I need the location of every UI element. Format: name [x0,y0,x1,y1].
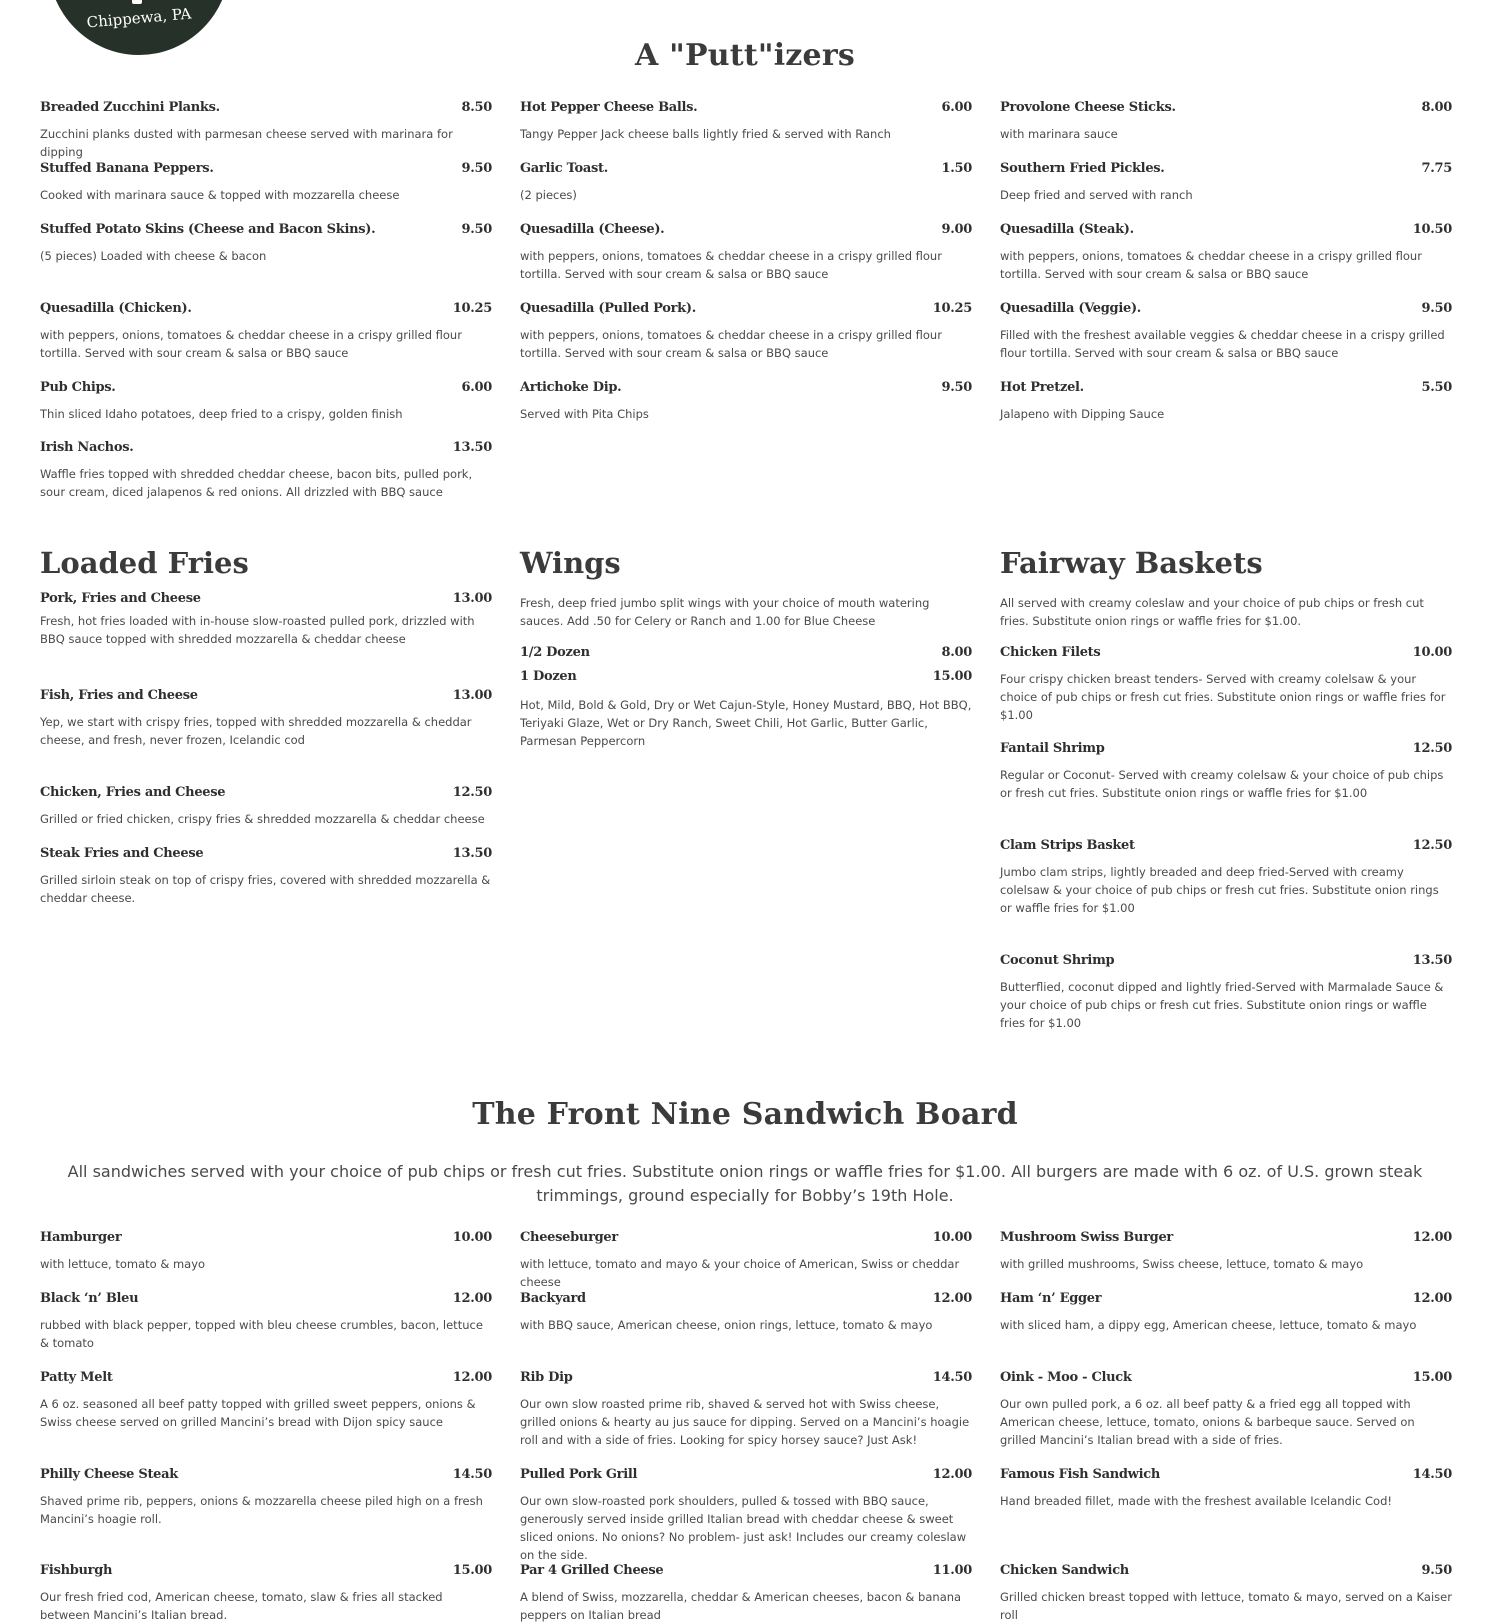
item-price: 12.00 [932,1291,972,1306]
menu-item [520,222,972,283]
item-description: Served with Pita Chips [520,407,649,421]
item-price: 10.50 [1412,222,1452,237]
item-price: 12.50 [452,785,492,800]
menu-item [520,669,972,691]
item-description: with sliced ham, a dippy egg, American cheese, lettuce, tomato & mayo [1000,1318,1417,1332]
item-price: 13.00 [452,591,492,606]
menu-item [40,591,492,648]
menu-item [40,688,492,749]
item-name: Southern Fried Pickles. [1000,161,1165,176]
item-price: 13.50 [452,440,492,455]
menu-item [40,1563,492,1624]
item-name: Chicken, Fries and Cheese [40,785,226,800]
menu-item [40,380,492,423]
item-name: Patty Melt [40,1370,113,1385]
item-price: 14.50 [452,1467,492,1482]
item-description: with marinara sauce [1000,127,1118,141]
item-description: Shaved prime rib, peppers, onions & mozzarella cheese piled high on a fresh Mancini’s hoagie roll. [40,1494,483,1526]
item-name: Hot Pretzel. [1000,380,1084,395]
menu-item [520,1563,972,1624]
item-name: Oink - Moo - Cluck [1000,1370,1132,1385]
item-price: 15.00 [452,1563,492,1578]
item-description: Jumbo clam strips, lightly breaded and deep fried-Served with creamy colelsaw & your choice of pub chips or fresh cut fries. Substitute onion rings or waffle fries for $1.00 [1000,865,1439,915]
item-price: 13.50 [1412,953,1452,968]
item-name: Par 4 Grilled Cheese [520,1563,664,1578]
item-name: Black ‘n’ Bleu [40,1291,139,1306]
item-name: Chicken Filets [1000,645,1101,660]
item-name: Backyard [520,1291,586,1306]
wings-sauces: Hot, Mild, Bold & Gold, Dry or Wet Cajun-Style, Honey Mustard, BBQ, Hot BBQ, Teriyaki Glaze, Wet or Dry Ranch, Sweet Chili, Hot Garlic, Butter Garlic, Parmesan Peppercorn [520,698,972,748]
item-description: Regular or Coconut- Served with creamy colelsaw & your choice of pub chips or fresh cut fries. Substitute onion rings or waffle fries for $1.00 [1000,768,1444,800]
item-name: Famous Fish Sandwich [1000,1467,1160,1482]
menu-item [40,1370,492,1431]
menu-item [1000,645,1452,724]
menu-item [40,222,492,265]
menu-item [520,1467,972,1564]
item-description: Grilled chicken breast topped with lettuce, tomato & mayo, served on a Kaiser roll [1000,1590,1452,1622]
item-price: 10.25 [452,301,492,316]
wings-intro: Fresh, deep fried jumbo split wings with your choice of mouth watering sauces. Add .50 for Celery or Ranch and 1.00 for Blue Cheese [520,596,930,628]
item-description: Tangy Pepper Jack cheese balls lightly fried & served with Ranch [520,127,891,141]
menu-item [520,161,972,204]
menu-item [520,1230,972,1291]
item-price: 15.00 [932,669,972,684]
item-price: 7.75 [1421,161,1452,176]
item-name: Ham ‘n’ Egger [1000,1291,1102,1306]
item-name: Fish, Fries and Cheese [40,688,198,703]
menu-item [520,1370,972,1449]
menu-item [1000,1563,1452,1624]
item-price: 12.00 [452,1291,492,1306]
item-price: 12.50 [1412,838,1452,853]
menu-item [520,1291,972,1334]
item-price: 8.00 [941,645,972,660]
menu-item [40,100,492,161]
item-name: Quesadilla (Chicken). [40,301,192,316]
item-description: Yep, we start with crispy fries, topped with shredded mozzarella & cheddar cheese, and fresh, never frozen, Icelandic cod [40,715,472,747]
item-name: Steak Fries and Cheese [40,846,204,861]
item-description: with peppers, onions, tomatoes & cheddar cheese in a crispy grilled flour tortilla. Served with sour cream & salsa or BBQ sauce [520,328,942,360]
appetizers-title: A "Putt"izers [635,38,855,73]
item-name: Quesadilla (Cheese). [520,222,665,237]
item-name: Coconut Shrimp [1000,953,1115,968]
logo-mark-icon [132,0,142,4]
item-name: Stuffed Banana Peppers. [40,161,214,176]
item-price: 12.00 [1412,1291,1452,1306]
item-name: Pork, Fries and Cheese [40,591,201,606]
item-description: A blend of Swiss, mozzarella, cheddar & American cheeses, bacon & banana peppers on Italian bread [520,1590,962,1622]
item-description: with peppers, onions, tomatoes & cheddar cheese in a crispy grilled flour tortilla. Served with sour cream & salsa or BBQ sauce [1000,249,1422,281]
item-name: Hot Pepper Cheese Balls. [520,100,698,115]
item-description: Grilled or fried chicken, crispy fries & shredded mozzarella & cheddar cheese [40,812,485,826]
item-price: 12.00 [1412,1230,1452,1245]
item-description: with grilled mushrooms, Swiss cheese, lettuce, tomato & mayo [1000,1257,1364,1271]
menu-item [40,1230,492,1273]
item-price: 13.50 [452,846,492,861]
item-name: 1 Dozen [520,669,577,684]
item-name: Breaded Zucchini Planks. [40,100,220,115]
item-name: Quesadilla (Pulled Pork). [520,301,696,316]
item-price: 8.00 [1421,100,1452,115]
fairway-intro: All served with creamy coleslaw and your choice of pub chips or fresh cut fries. Substitute onion rings or waffle fries for $1.00. [1000,596,1424,628]
menu-item [520,380,972,423]
item-name: Rib Dip [520,1370,573,1385]
menu-item [40,1291,492,1352]
item-name: Chicken Sandwich [1000,1563,1129,1578]
menu-item [1000,380,1452,423]
item-price: 9.00 [941,222,972,237]
menu-item [1000,953,1452,1032]
item-name: Cheeseburger [520,1230,618,1245]
item-description: Cooked with marinara sauce & topped with mozzarella cheese [40,188,400,202]
item-description: Our own slow roasted prime rib, shaved & served hot with Swiss cheese, grilled onions & hearty au jus sauce for dipping. Served on a Mancini’s hoagie roll and with a side of fries. Looking for spicy horsey sauce? Just Ask! [520,1397,970,1447]
item-description: (5 pieces) Loaded with cheese & bacon [40,249,267,263]
item-price: 10.00 [1412,645,1452,660]
menu-item [1000,301,1452,362]
item-price: 13.00 [452,688,492,703]
item-name: Hamburger [40,1230,122,1245]
item-price: 12.00 [932,1467,972,1482]
menu-item [40,846,492,907]
menu-item [1000,1230,1452,1273]
item-price: 10.00 [932,1230,972,1245]
item-name: Stuffed Potato Skins (Cheese and Bacon Skins). [40,222,376,237]
item-name: Pulled Pork Grill [520,1467,638,1482]
logo-location-text: Chippewa, PA [85,4,193,32]
menu-item [520,301,972,362]
menu-item [1000,741,1452,802]
item-description: Grilled sirloin steak on top of crispy fries, covered with shredded mozzarella & cheddar cheese. [40,873,491,905]
item-price: 12.50 [1412,741,1452,756]
item-description: Butterflied, coconut dipped and lightly fried-Served with Marmalade Sauce & your choice of pub chips or fresh cut fries. Substitute onion rings or waffle fries for $1.00 [1000,980,1444,1030]
menu-item [1000,222,1452,283]
loaded-fries-title: Loaded Fries [40,546,249,580]
item-description: with lettuce, tomato and mayo & your choice of American, Swiss or cheddar cheese [520,1257,960,1289]
item-price: 15.00 [1412,1370,1452,1385]
item-name: Fantail Shrimp [1000,741,1105,756]
item-price: 6.00 [461,380,492,395]
wings-title: Wings [520,546,621,580]
item-description: Waffle fries topped with shredded cheddar cheese, bacon bits, pulled pork, sour cream, diced jalapenos & red onions. All drizzled with BBQ sauce [40,467,473,499]
item-description: Deep fried and served with ranch [1000,188,1193,202]
item-price: 6.00 [941,100,972,115]
menu-item [1000,100,1452,143]
item-name: Artichoke Dip. [520,380,622,395]
item-description: A 6 oz. seasoned all beef patty topped with grilled sweet peppers, onions & Swiss cheese served on grilled Mancini’s bread with Dijon spicy sauce [40,1397,476,1429]
item-price: 9.50 [461,161,492,176]
menu-item [520,645,972,667]
menu-item [1000,1370,1452,1449]
item-price: 9.50 [461,222,492,237]
item-price: 9.50 [1421,1563,1452,1578]
item-name: Philly Cheese Steak [40,1467,178,1482]
item-price: 8.50 [461,100,492,115]
menu-item [1000,838,1452,917]
item-description: with peppers, onions, tomatoes & cheddar cheese in a crispy grilled flour tortilla. Served with sour cream & salsa or BBQ sauce [520,249,942,281]
item-price: 10.25 [932,301,972,316]
menu-item [40,785,492,828]
item-description: Fresh, hot fries loaded with in-house slow-roasted pulled pork, drizzled with BBQ sauce topped with shredded mozzarella & cheddar cheese [40,614,475,646]
item-name: Garlic Toast. [520,161,608,176]
item-name: Fishburgh [40,1563,113,1578]
item-description: (2 pieces) [520,188,577,202]
menu-item [520,100,972,143]
item-description: Filled with the freshest available veggies & cheddar cheese in a crispy grilled flour tortilla. Served with sour cream & salsa or BBQ sauce [1000,328,1445,360]
item-description: Our own pulled pork, a 6 oz. all beef patty & a fried egg all topped with American cheese, lettuce, tomato, onions & barbeque sauce. Served on grilled Mancini’s Italian bread with a side of fries. [1000,1397,1415,1447]
item-description: Jalapeno with Dipping Sauce [1000,407,1165,421]
item-name: Quesadilla (Steak). [1000,222,1134,237]
menu-item [1000,1291,1452,1334]
item-description: Our own slow-roasted pork shoulders, pulled & tossed with BBQ sauce, generously served inside grilled Italian bread with cheddar cheese & sweet sliced onions. No onions? No problem- just ask! Includes our creamy coleslaw on the side. [520,1494,967,1562]
item-description: Four crispy chicken breast tenders- Served with creamy colelsaw & your choice of pub chips or fresh cut fries. Substitute onion rings or waffle fries for $1.00 [1000,672,1446,722]
menu-item [40,301,492,362]
item-price: 10.00 [452,1230,492,1245]
menu-item [40,161,492,204]
item-name: Pub Chips. [40,380,116,395]
item-description: Hand breaded fillet, made with the freshest available Icelandic Cod! [1000,1494,1392,1508]
menu-item [1000,1467,1452,1510]
menu-item [40,1467,492,1528]
item-description: with lettuce, tomato & mayo [40,1257,206,1271]
item-description: with BBQ sauce, American cheese, onion rings, lettuce, tomato & mayo [520,1318,933,1332]
sandwich-board-title: The Front Nine Sandwich Board [472,1097,1018,1132]
item-name: Quesadilla (Veggie). [1000,301,1142,316]
item-price: 11.00 [932,1563,972,1578]
menu-item [1000,161,1452,204]
item-description: Zucchini planks dusted with parmesan cheese served with marinara for dipping [40,127,453,159]
item-name: 1/2 Dozen [520,645,590,660]
item-price: 1.50 [941,161,972,176]
item-price: 14.50 [1412,1467,1452,1482]
item-price: 9.50 [1421,301,1452,316]
item-description: with peppers, onions, tomatoes & cheddar cheese in a crispy grilled flour tortilla. Served with sour cream & salsa or BBQ sauce [40,328,462,360]
item-description: Our fresh fried cod, American cheese, tomato, slaw & fries all stacked between Mancini’s Italian bread. [40,1590,443,1622]
item-description: Thin sliced Idaho potatoes, deep fried to a crispy, golden finish [40,407,403,421]
fairway-baskets-title: Fairway Baskets [1000,546,1263,580]
item-name: Clam Strips Basket [1000,838,1135,853]
item-price: 12.00 [452,1370,492,1385]
item-name: Mushroom Swiss Burger [1000,1230,1173,1245]
item-price: 9.50 [941,380,972,395]
sandwich-intro: All sandwiches served with your choice of pub chips or fresh cut fries. Substitute onion rings or waffle fries for $1.00. All burgers are made with 6 oz. of U.S. grown steak trimmings, ground especially for Bobby’s 19th Hole. [67,1162,1423,1205]
menu-item [40,440,492,501]
item-price: 5.50 [1421,380,1452,395]
item-name: Provolone Cheese Sticks. [1000,100,1176,115]
item-description: rubbed with black pepper, topped with bleu cheese crumbles, bacon, lettuce & tomato [40,1318,483,1350]
item-name: Irish Nachos. [40,440,134,455]
item-price: 14.50 [932,1370,972,1385]
